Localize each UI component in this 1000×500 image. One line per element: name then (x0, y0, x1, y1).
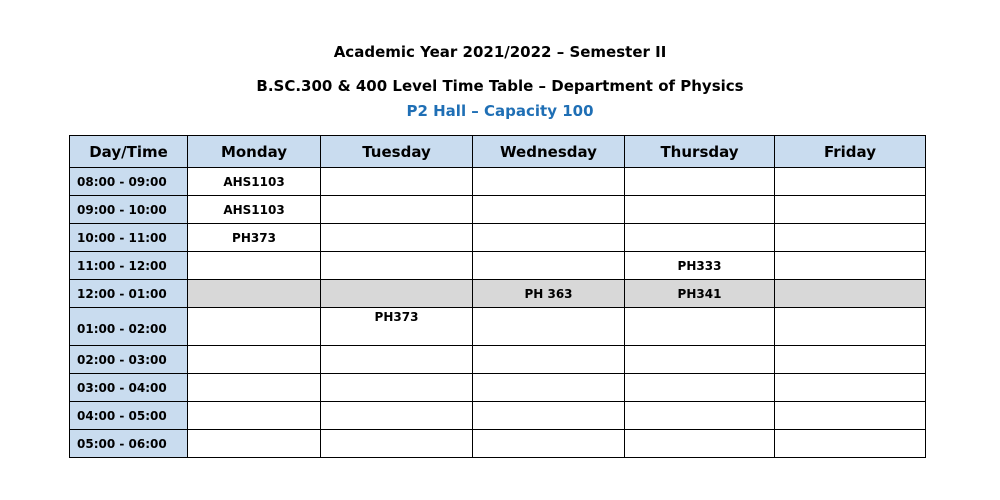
monday-cell (188, 346, 321, 374)
table-row (70, 168, 926, 196)
column-header-wednesday: Wednesday (473, 136, 625, 168)
venue-subtitle: P2 Hall – Capacity 100 (406, 102, 594, 120)
column-header-friday: Friday (775, 136, 926, 168)
time-slot-label: 12:00 - 01:00 (70, 280, 188, 308)
friday-cell (775, 280, 926, 308)
friday-cell (775, 374, 926, 402)
friday-cell (775, 168, 926, 196)
table-row (70, 308, 926, 346)
table-row (70, 430, 926, 458)
tuesday-cell (321, 224, 473, 252)
tuesday-cell (321, 280, 473, 308)
time-slot-label: 11:00 - 12:00 (70, 252, 188, 280)
time-slot-label: 02:00 - 03:00 (70, 346, 188, 374)
thursday-cell (625, 168, 775, 196)
wednesday-cell (473, 430, 625, 458)
tuesday-cell (321, 430, 473, 458)
wednesday-cell (473, 252, 625, 280)
monday-cell (188, 252, 321, 280)
friday-cell (775, 252, 926, 280)
friday-cell (775, 224, 926, 252)
time-slot-label: 03:00 - 04:00 (70, 374, 188, 402)
thursday-cell: PH333 (625, 252, 775, 280)
column-header-thursday: Thursday (625, 136, 775, 168)
monday-cell (188, 308, 321, 346)
wednesday-cell (473, 374, 625, 402)
table-row (70, 402, 926, 430)
friday-cell (775, 308, 926, 346)
time-slot-label: 04:00 - 05:00 (70, 402, 188, 430)
timetable-header-row (70, 136, 926, 168)
column-header-monday: Monday (188, 136, 321, 168)
thursday-cell (625, 224, 775, 252)
table-row (70, 196, 926, 224)
time-slot-label: 09:00 - 10:00 (70, 196, 188, 224)
table-row (70, 374, 926, 402)
tuesday-cell (321, 252, 473, 280)
time-slot-label: 01:00 - 02:00 (70, 308, 188, 346)
monday-cell: AHS1103 (188, 168, 321, 196)
wednesday-cell (473, 168, 625, 196)
wednesday-cell: PH 363 (473, 280, 625, 308)
friday-cell (775, 402, 926, 430)
thursday-cell (625, 196, 775, 224)
wednesday-cell (473, 402, 625, 430)
column-header-tuesday: Tuesday (321, 136, 473, 168)
timetable (69, 135, 926, 458)
thursday-cell (625, 308, 775, 346)
table-row (70, 252, 926, 280)
monday-cell (188, 402, 321, 430)
tuesday-cell: PH373 (321, 308, 473, 346)
thursday-cell: PH341 (625, 280, 775, 308)
academic-year-title: Academic Year 2021/2022 – Semester II (333, 43, 667, 61)
time-slot-label: 10:00 - 11:00 (70, 224, 188, 252)
wednesday-cell (473, 196, 625, 224)
friday-cell (775, 346, 926, 374)
table-row (70, 346, 926, 374)
tuesday-cell (321, 402, 473, 430)
thursday-cell (625, 374, 775, 402)
thursday-cell (625, 346, 775, 374)
monday-cell (188, 430, 321, 458)
tuesday-cell (321, 346, 473, 374)
tuesday-cell (321, 196, 473, 224)
monday-cell: PH373 (188, 224, 321, 252)
wednesday-cell (473, 224, 625, 252)
thursday-cell (625, 430, 775, 458)
wednesday-cell (473, 346, 625, 374)
table-row (70, 224, 926, 252)
wednesday-cell (473, 308, 625, 346)
tuesday-cell (321, 374, 473, 402)
time-slot-label: 05:00 - 06:00 (70, 430, 188, 458)
tuesday-cell (321, 168, 473, 196)
time-slot-label: 08:00 - 09:00 (70, 168, 188, 196)
monday-cell (188, 280, 321, 308)
column-header-day-time: Day/Time (70, 136, 188, 168)
friday-cell (775, 430, 926, 458)
friday-cell (775, 196, 926, 224)
table-row-highlighted (70, 280, 926, 308)
monday-cell: AHS1103 (188, 196, 321, 224)
monday-cell (188, 374, 321, 402)
timetable-title: B.SC.300 & 400 Level Time Table – Department of Physics (256, 77, 744, 95)
thursday-cell (625, 402, 775, 430)
